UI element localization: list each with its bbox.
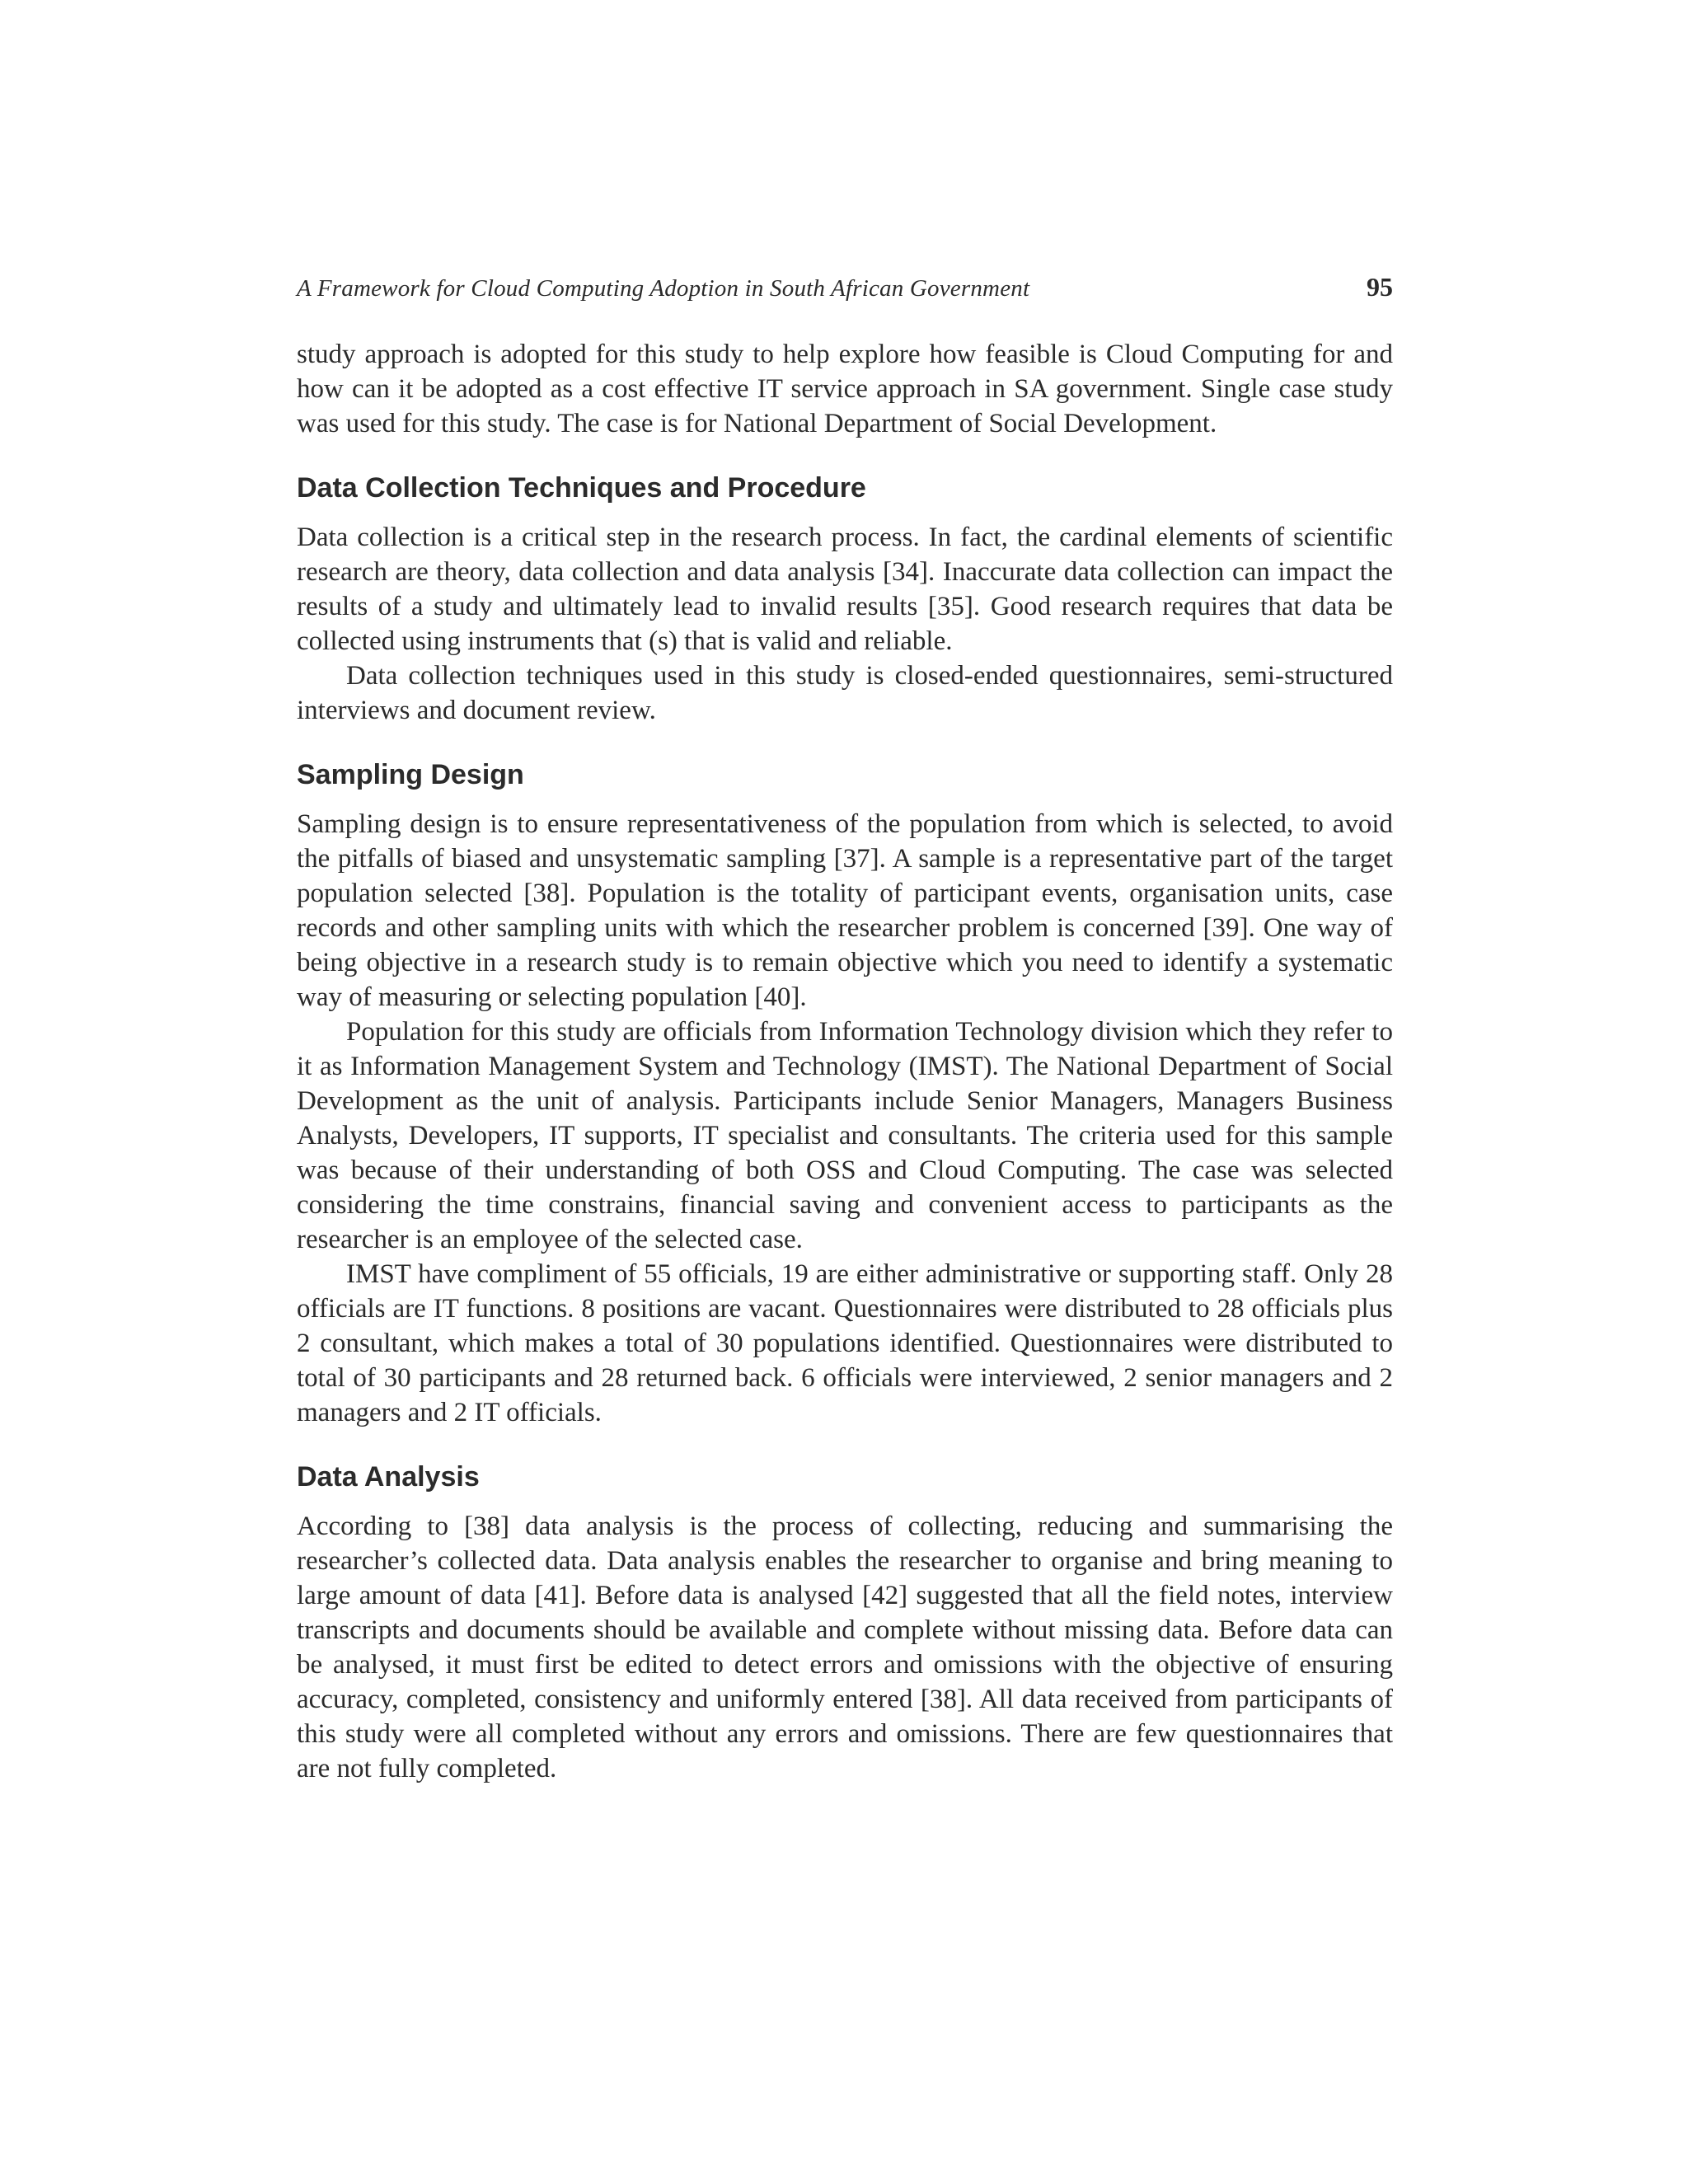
body-paragraph: According to [38] data analysis is the process of collecting, reducing and summarising the researcher’s collected data. Data analysis enables the researcher to organise and bring meaning to large amount of data [41]. Before data is analysed [42] suggested that all the field notes, interview transcripts and documents should be available and complete without missing data. Before data can be analysed, it must first be edited to detect errors and omissions with the objective of ensuring accuracy, completed, consistency and uniformly entered [38]. All data received from participants of this study were all completed without any errors and omissions. There are few questionnaires that are not fully completed. [297,1511,1393,1783]
section-data-analysis [297,1460,1393,1786]
body-paragraph: IMST have compliment of 55 officials, 19 are either administrative or supporting staff. Only 28 officials are IT functions. 8 positions are vacant. Questionnaires were distributed to 28 officials plus 2 consultant, which makes a total of 30 populations identified. Questionnaires were distributed to total of 30 participants and 28 returned back. 6 officials were interviewed, 2 senior managers and 2 managers and 2 IT officials. [297,1259,1393,1427]
section-data-collection [297,471,1393,728]
body-paragraph: Population for this study are officials from Information Technology division which they refer to it as Information Management System and Technology (IMST). The National Department of Social Development as the unit of analysis. Participants include Senior Managers, Managers Business Analysts, Developers, IT supports, IT specialist and consultants. The criteria used for this sample was because of their understanding of both OSS and Cloud Computing. The case was selected considering the time constrains, financial saving and convenient access to participants as the researcher is an employee of the selected case. [297,1017,1393,1254]
section-heading: Data Analysis [297,1461,480,1493]
section-heading: Data Collection Techniques and Procedure [297,472,866,504]
body-paragraph: Data collection is a critical step in the research process. In fact, the cardinal elements of scientific research are theory, data collection and data analysis [34]. Inaccurate data collection can impact the results of a study and ultimately lead to invalid results [35]. Good research requires that data be collected using instruments that (s) that is valid and reliable. [297,523,1393,656]
running-title: A Framework for Cloud Computing Adoption in South African Government [297,275,1030,302]
section-sampling-design [297,757,1393,1430]
intro-paragraph: study approach is adopted for this study to help explore how feasible is Cloud Computing for and how can it be adopted as a cost effective IT service approach in SA government. Single case study was used for this study. The case is for National Department of Social Development. [297,340,1393,438]
page-number: 95 [1367,272,1393,302]
section-heading: Sampling Design [297,759,524,790]
page-body [297,272,1393,1786]
running-header [297,272,1393,302]
body-paragraph: Sampling design is to ensure representativeness of the population from which is selected, to avoid the pitfalls of biased and unsystematic sampling [37]. A sample is a representative part of the target population selected [38]. Population is the totality of participant events, organisation units, case records and other sampling units with which the researcher problem is concerned [39]. One way of being objective in a research study is to remain objective which you need to identify a systematic way of measuring or selecting population [40]. [297,809,1393,1012]
body-paragraph: Data collection techniques used in this study is closed-ended questionnaires, semi-structured interviews and document review. [297,661,1393,725]
